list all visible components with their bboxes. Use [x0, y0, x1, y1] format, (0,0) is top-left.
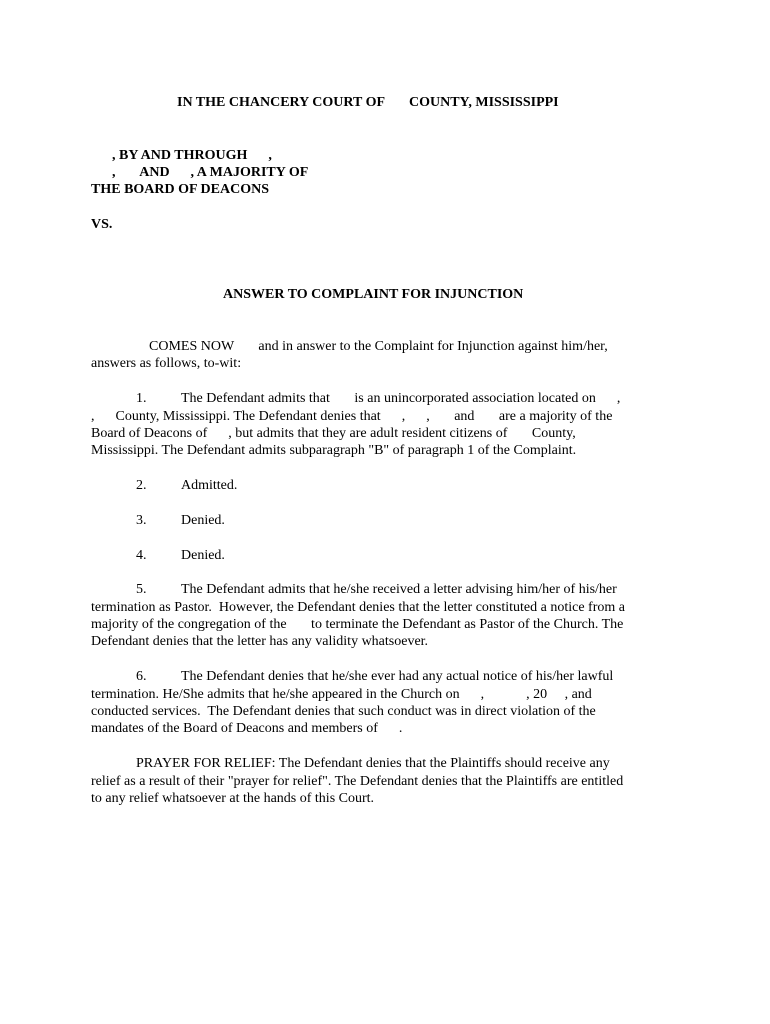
intro-line-1: COMES NOW and in answer to the Complaint for Injunction against him/her, [149, 339, 608, 354]
prayer-line-1: PRAYER FOR RELIEF: The Defendant denies that the Plaintiffs should receive any [136, 756, 610, 771]
plaintiffs-line-1: , BY AND THROUGH , [91, 148, 272, 163]
paragraph-1-line-4: Mississippi. The Defendant admits subparagraph "B" of paragraph 1 of the Complaint. [91, 443, 577, 458]
intro-line-2: answers as follows, to-wit: [91, 356, 242, 371]
court-heading: IN THE CHANCERY COURT OF COUNTY, MISSISSIPPI [177, 95, 559, 110]
paragraph-4-text: Denied. [181, 548, 225, 563]
paragraph-5-line-1: The Defendant admits that he/she received a letter advising him/her of his/her [181, 582, 617, 597]
paragraph-1-line-3: Board of Deacons of , but admits that they are adult resident citizens of County, [91, 426, 576, 441]
prayer-line-3: to any relief whatsoever at the hands of this Court. [91, 791, 375, 806]
paragraph-5-line-2: termination as Pastor. However, the Defendant denies that the letter constituted a notice from a [91, 600, 625, 615]
paragraph-5-line-3: majority of the congregation of the to terminate the Defendant as Pastor of the Church. The [91, 617, 624, 632]
plaintiffs-line-2: , AND , A MAJORITY OF [91, 165, 309, 180]
document-title: ANSWER TO COMPLAINT FOR INJUNCTION [223, 287, 524, 302]
versus-label: VS. [91, 217, 113, 232]
paragraph-6-line-3: conducted services. The Defendant denies that such conduct was in direct violation of the [91, 704, 596, 719]
paragraph-2-number: 2. [136, 478, 147, 493]
paragraph-6-line-1: The Defendant denies that he/she ever had any actual notice of his/her lawful [181, 669, 614, 684]
paragraph-1-line-2: , County, Mississippi. The Defendant denies that , , and are a majority of the [91, 409, 613, 424]
paragraph-2-text: Admitted. [181, 478, 238, 493]
paragraph-5-number: 5. [136, 582, 147, 597]
plaintiffs-line-3: THE BOARD OF DEACONS [91, 182, 270, 197]
paragraph-6-line-2: termination. He/She admits that he/she appeared in the Church on , , 20 , and [91, 687, 592, 702]
paragraph-1-number: 1. [136, 391, 147, 406]
paragraph-5-line-4: Defendant denies that the letter has any validity whatsoever. [91, 634, 429, 649]
paragraph-1-line-1: The Defendant admits that is an unincorporated association located on , [181, 391, 621, 406]
paragraph-6-number: 6. [136, 669, 147, 684]
paragraph-4-number: 4. [136, 548, 147, 563]
prayer-line-2: relief as a result of their "prayer for relief". The Defendant denies that the Plaintiffs are entitled [91, 774, 624, 789]
paragraph-6-line-4: mandates of the Board of Deacons and members of . [91, 721, 403, 736]
paragraph-3-text: Denied. [181, 513, 225, 528]
paragraph-3-number: 3. [136, 513, 147, 528]
